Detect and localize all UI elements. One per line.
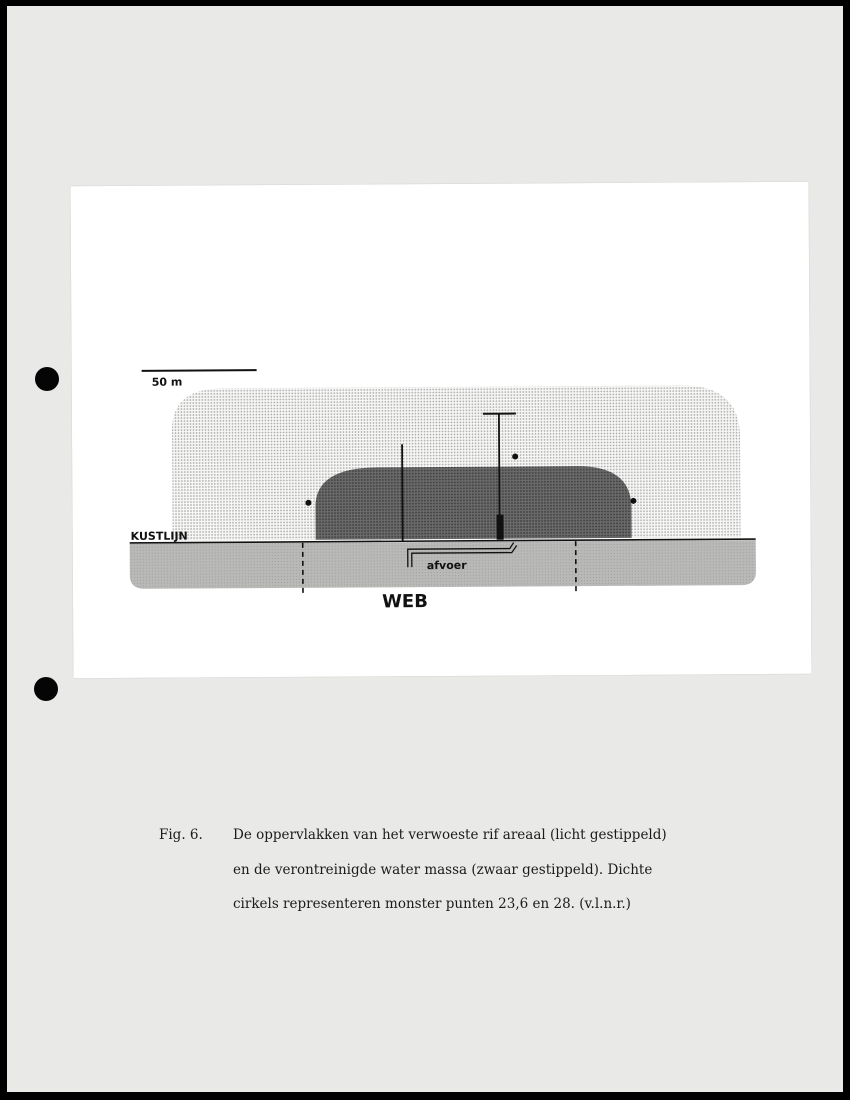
punch-hole-upper [35,367,59,391]
caption-line-3 [159,887,799,922]
water-label: WEB [381,591,428,613]
caption-text-3: cirkels representeren monster punten 23,6 en 28. (v.l.n.r.) [233,896,631,912]
caption-text-1: De oppervlakken van het verwoeste rif areaal (licht gestippeld) [233,827,667,843]
transect-line-left [402,444,403,541]
reef-map-diagram [71,182,812,678]
polluted-water-mass [315,466,631,540]
document-page [7,6,843,1092]
sample-point-23 [305,500,311,506]
sample-point-28 [630,498,636,504]
punch-hole-lower [34,677,58,701]
figure-photo [71,182,812,678]
caption-text-2: en de verontreinigde water massa (zwaar gestippeld). Dichte [233,861,653,878]
caption-line-1 [159,818,799,853]
scale-bar [142,370,257,371]
outfall-pipe-end [497,515,504,540]
outfall-label: afvoer [426,558,467,573]
figure-caption [159,818,799,922]
coastline-label: KUSTLIJN [130,529,188,543]
transect-line-right [499,414,500,529]
figure-number: Fig. 6. [159,827,203,843]
scale-label: 50 m [151,375,183,389]
caption-line-2 [159,853,799,888]
sample-point-6 [512,454,518,460]
